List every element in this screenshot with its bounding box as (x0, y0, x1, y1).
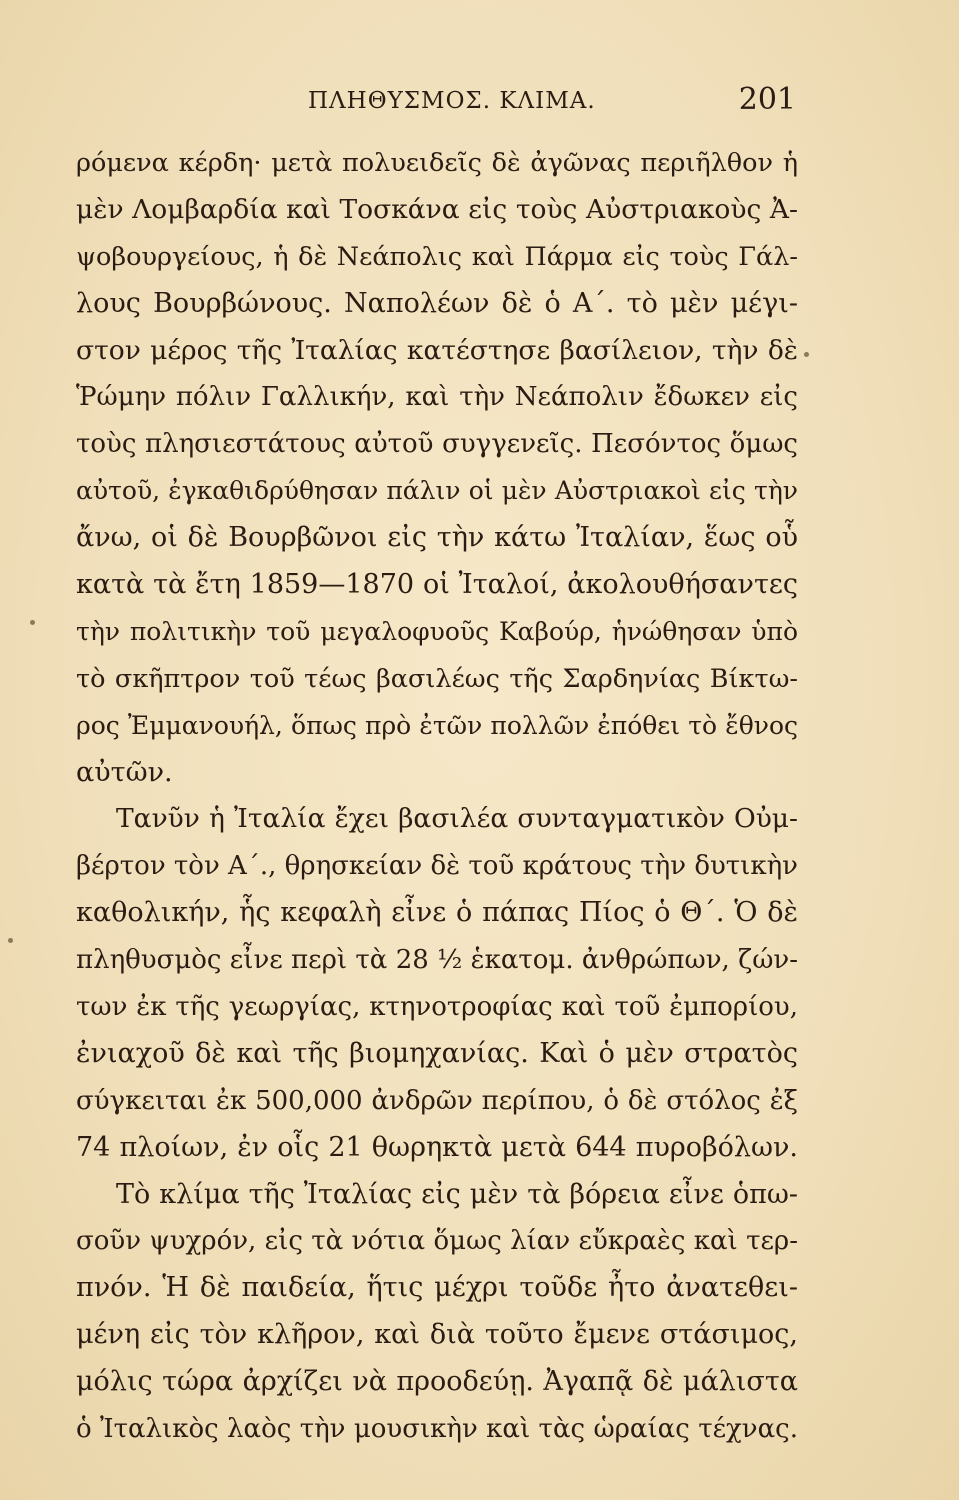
text-line: ρος Ἐμμανουήλ, ὅπως πρὸ ἐτῶν πολλῶν ἐπόθει τὸ ἔθνος (76, 710, 798, 740)
text-line: μὲν Λομβαρδία καὶ Τοσκάνα εἰς τοὺς Αὐστριακοὺς Ἀ- (76, 193, 798, 225)
text-line: ψοβουργείους, ἡ δὲ Νεάπολις καὶ Πάρμα εἰς τοὺς Γάλ- (76, 241, 798, 272)
body-text (76, 140, 798, 1453)
running-head: ΠΛΗΘΥΣΜΟΣ. ΚΛΙΜΑ. (308, 88, 596, 114)
text-line: τὴν πολιτικὴν τοῦ μεγαλοφυοῦς Καβούρ, ἡνώθησαν ὑπὸ (76, 616, 798, 646)
ink-speck (30, 620, 35, 625)
text-line: μόλις τώρα ἀρχίζει νὰ προοδεύῃ. Ἀγαπᾷ δὲ μάλιστα (76, 1366, 798, 1398)
text-line: σοῦν ψυχρόν, εἰς τὰ νότια ὅμως λίαν εὔκραὲς καὶ τερ- (76, 1226, 798, 1257)
text-line: των ἐκ τῆς γεωργίας, κτηνοτροφίας καὶ τοῦ ἐμπορίου, (76, 992, 798, 1023)
text-line: σύγκειται ἐκ 500,000 ἀνδρῶν περίπου, ὁ δὲ στόλος ἐξ (76, 1085, 798, 1116)
text-line: καθολικήν, ἧς κεφαλὴ εἶνε ὁ πάπας Πίος ὁ Θ΄. Ὁ δὲ (76, 897, 798, 929)
paragraph-start-line: Τὸ κλίμα τῆς Ἰταλίας εἰς μὲν τὰ βόρεια εἶνε ὁπω- (116, 1178, 798, 1210)
page-header (76, 82, 796, 122)
ink-speck (804, 352, 809, 357)
text-line: τὸ σκῆπτρον τοῦ τέως βασιλέως τῆς Σαρδηνίας Βίκτω- (76, 663, 798, 694)
text-line: ἐνιαχοῦ δὲ καὶ τῆς βιομηχανίας. Καὶ ὁ μὲν στρατὸς (76, 1037, 798, 1069)
text-line: αὐτοῦ, ἐγκαθιδρύθησαν πάλιν οἱ μὲν Αὐστριακοὶ εἰς τὴν (76, 476, 798, 506)
ink-speck (8, 938, 13, 943)
text-line: βέρτον τὸν Α΄., θρησκείαν δὲ τοῦ κράτους τὴν δυτικὴν (76, 851, 798, 882)
text-line: Ῥώμην πόλιν Γαλλικήν, καὶ τὴν Νεάπολιν ἔδωκεν εἰς (76, 382, 798, 413)
text-line: κατὰ τὰ ἔτη 1859—1870 οἱ Ἰταλοί, ἀκολουθήσαντες (76, 569, 798, 601)
text-line: ἄνω, οἱ δὲ Βουρβῶνοι εἰς τὴν κάτω Ἰταλίαν, ἕως οὗ (76, 522, 798, 554)
text-line: 74 πλοίων, ἐν οἷς 21 θωρηκτὰ μετὰ 644 πυροβόλων. (76, 1131, 798, 1163)
text-line: τοὺς πλησιεστάτους αὐτοῦ συγγενεῖς. Πεσόντος ὅμως (76, 429, 798, 460)
text-line: στον μέρος τῆς Ἰταλίας κατέστησε βασίλειον, τὴν δὲ (76, 334, 798, 366)
paragraph-start-line: Τανῦν ἡ Ἰταλία ἔχει βασιλέα συνταγματικὸν Οὐμ- (116, 803, 798, 835)
text-line: ὁ Ἰταλικὸς λαὸς τὴν μουσικὴν καὶ τὰς ὡραίας τέχνας. (76, 1414, 798, 1445)
text-line: πληθυσμὸς εἶνε περὶ τὰ 28 ½ ἑκατομ. ἀνθρώπων, ζών- (76, 945, 798, 976)
text-line: αὐτῶν. (76, 756, 173, 788)
text-line: μένη εἰς τὸν κλῆρον, καὶ διὰ τοῦτο ἔμενε στάσιμος, (76, 1319, 798, 1351)
text-line: ρόμενα κέρδη· μετὰ πολυειδεῖς δὲ ἀγῶνας περιῆλθον ἡ (76, 148, 798, 178)
text-line: λους Βουρβώνους. Ναπολέων δὲ ὁ Α΄. τὸ μὲν μέγι- (76, 287, 798, 319)
text-line: πνόν. Ἡ δὲ παιδεία, ἥτις μέχρι τοῦδε ἦτο ἀνατεθει- (76, 1272, 798, 1304)
page-number: 201 (738, 82, 796, 117)
